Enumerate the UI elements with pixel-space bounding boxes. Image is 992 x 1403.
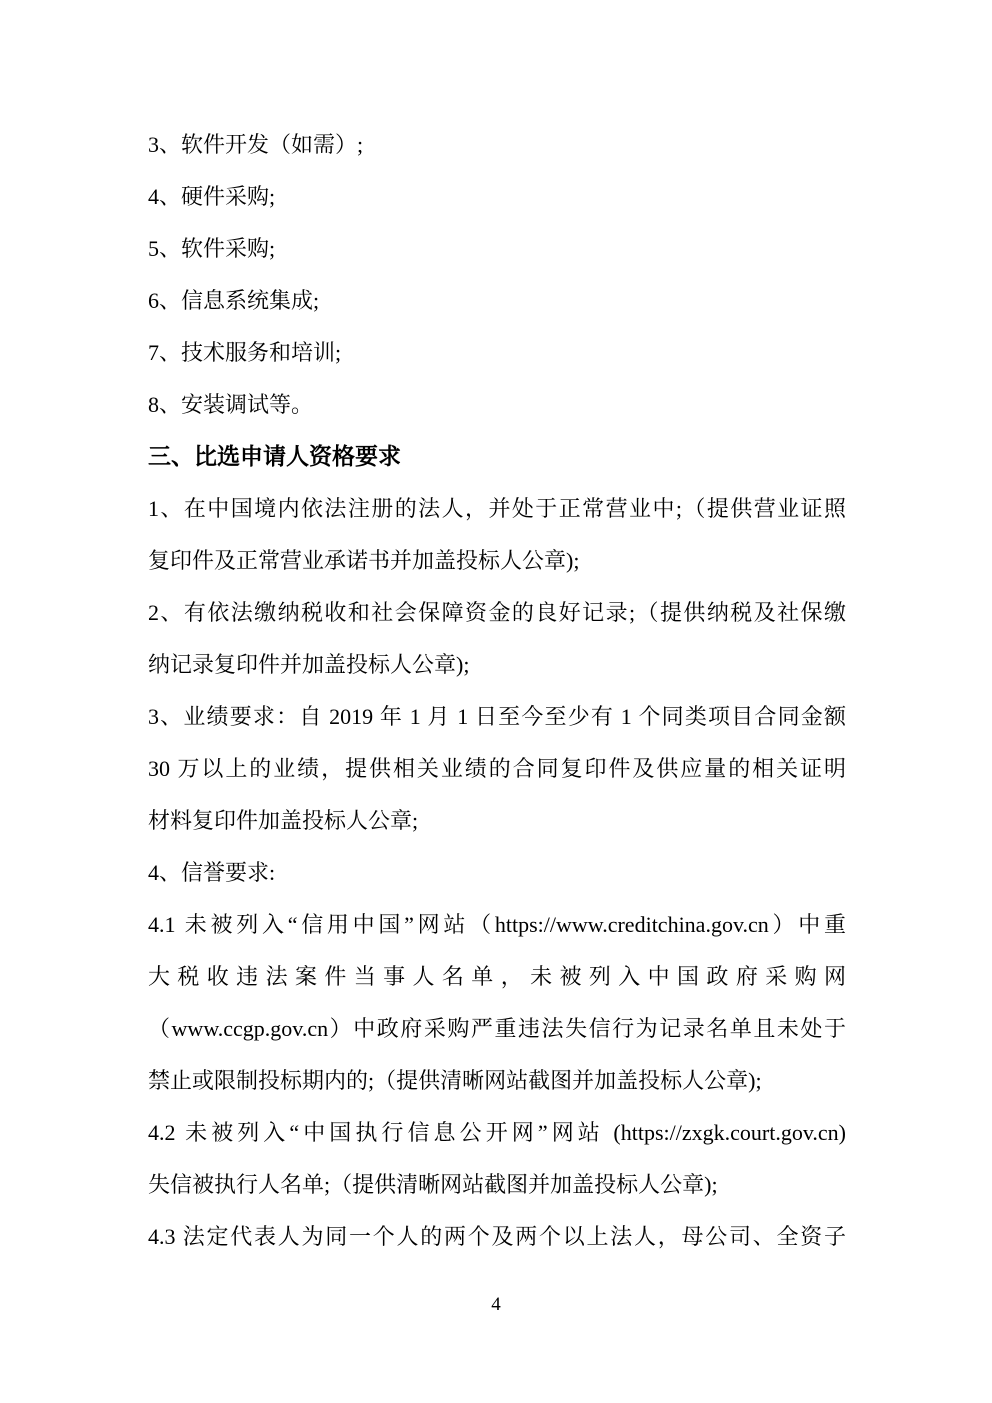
list-item: 4、硬件采购; [148,184,276,209]
paragraph-line: 30 万以上的业绩，提供相关业绩的合同复印件及供应量的相关证明 [148,756,846,781]
section-heading: 三、比选申请人资格要求 [148,444,401,469]
paragraph-line: 大税收违法案件当事人名单，未被列入中国政府采购网 [148,964,846,989]
paragraph-line: 禁止或限制投标期内的;（提供清晰网站截图并加盖投标人公章); [148,1068,762,1093]
paragraph-line: 纳记录复印件并加盖投标人公章); [148,652,470,677]
list-item: 3、软件开发（如需）; [148,132,364,157]
list-item: 5、软件采购; [148,236,276,261]
page-body-text [148,119,846,1263]
list-item: 6、信息系统集成; [148,288,320,313]
paragraph-line: 4.1 未被列入“信用中国”网站（https://www.creditchina.gov.cn）中重 [148,912,846,937]
paragraph-line: 1、在中国境内依法注册的法人，并处于正常营业中;（提供营业证照 [148,496,846,521]
list-item: 7、技术服务和培训; [148,340,342,365]
paragraph-line: 材料复印件加盖投标人公章; [148,808,419,833]
paragraph-line: 4.3 法定代表人为同一个人的两个及两个以上法人，母公司、全资子 [148,1224,846,1249]
list-item: 8、安装调试等。 [148,392,314,417]
paragraph-line: 失信被执行人名单;（提供清晰网站截图并加盖投标人公章); [148,1172,718,1197]
paragraph-line: 2、有依法缴纳税收和社会保障资金的良好记录;（提供纳税及社保缴 [148,600,846,625]
paragraph-line: （www.ccgp.gov.cn）中政府采购严重违法失信行为记录名单且未处于 [148,1016,846,1041]
paragraph-line: 复印件及正常营业承诺书并加盖投标人公章); [148,548,580,573]
paragraph-line: 4.2 未被列入“中国执行信息公开网”网站 (https://zxgk.court.gov.cn) [148,1120,846,1145]
page-number: 4 [491,1294,501,1315]
paragraph-line: 4、信誉要求: [148,860,276,885]
paragraph-line: 3、业绩要求：自 2019 年 1 月 1 日至今至少有 1 个同类项目合同金额 [148,704,846,729]
